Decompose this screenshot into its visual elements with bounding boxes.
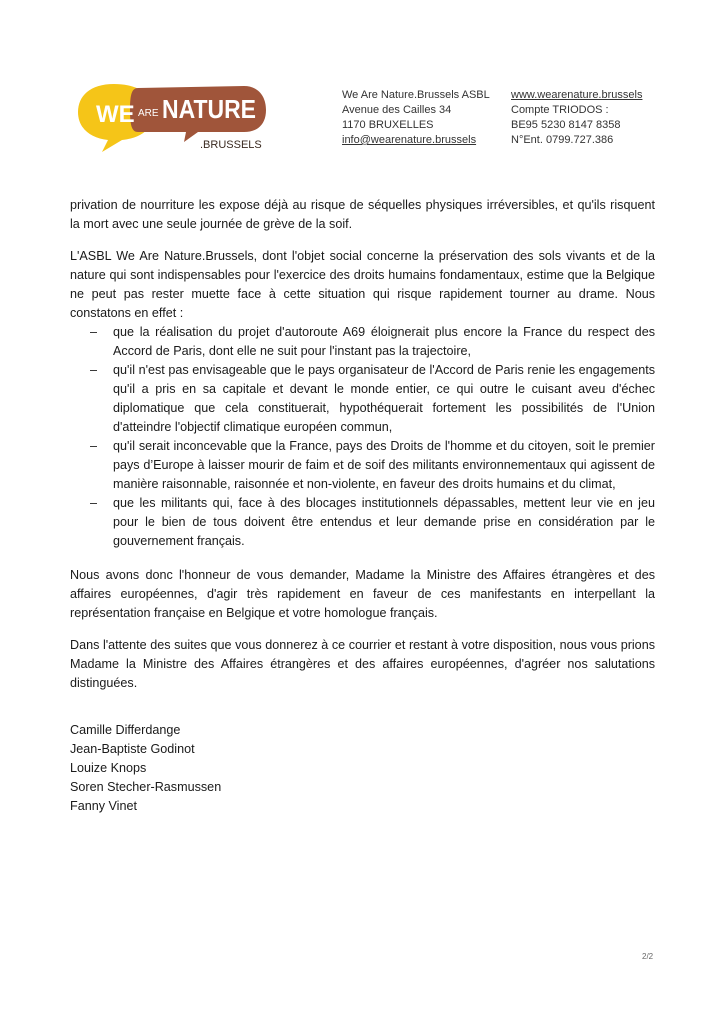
points-list xyxy=(70,323,655,551)
list-item: – qu'il n'est pas envisageable que le pays organisateur de l'Accord de Paris renie les engagements qu'il a pris en sa capitale et devant le monde entier, ce qui outre le cuisant aveu d'échec diplomatique que cela constituerait, hypothéquerait fortement les possibilités de l'Union d'atteindre l'objectif climatique européen commun, xyxy=(70,361,655,437)
signatory-name: Jean-Baptiste Godinot xyxy=(70,742,195,756)
logo-suffix-brussels: .BRUSSELS xyxy=(200,139,262,151)
iban: BE95 5230 8147 8358 xyxy=(511,119,621,131)
signatory-name: Soren Stecher-Rasmussen xyxy=(70,780,222,794)
paragraph-1: privation de nourriture les expose déjà au risque de séquelles physiques irréversibles, et qu'ils risquent la mort avec une seule journée de grève de la soif. xyxy=(70,198,655,231)
logo-word-nature: NATURE xyxy=(162,94,256,124)
address-block xyxy=(342,88,490,148)
list-item: – qu'il serait inconcevable que la France, pays des Droits de l'homme et du citoyen, soit le premier pays d’Europe à laisser mourir de faim et de soif des militants environnementaux qui agissent de manière raisonnable, raisonnée et non-violente, en faveur des droits humains et du climat, xyxy=(70,437,655,494)
city: 1170 BRUXELLES xyxy=(342,119,434,131)
email-link[interactable]: info@wearenature.brussels xyxy=(342,134,477,146)
list-item: – que les militants qui, face à des blocages institutionnels dépassables, mettent leur vie en jeu pour le bien de tous doivent être entendus et leur demande prise en considération par le gouvernement français. xyxy=(70,494,655,551)
signatories xyxy=(70,721,221,816)
list-item: – que la réalisation du projet d'autoroute A69 éloignerait plus encore la France du respect des Accord de Paris, dont elle ne suit pour l'instant pas la trajectoire, xyxy=(70,323,655,361)
contact-block xyxy=(511,88,642,148)
paragraph-3: Nous avons donc l'honneur de vous demander, Madame la Ministre des Affaires étrangères et des affaires européennes, d'agir très rapidement en faveur de ces manifestants en interpellant la représentation française en Belgique et votre homologue français. xyxy=(70,568,655,620)
signatory-name: Fanny Vinet xyxy=(70,799,137,813)
we-are-nature-logo xyxy=(76,78,268,154)
org-name: We Are Nature.Brussels ASBL xyxy=(342,89,490,101)
signatory-name: Camille Differdange xyxy=(70,723,181,737)
paragraph-2: L'ASBL We Are Nature.Brussels, dont l'objet social concerne la préservation des sols vivants et de la nature qui sont indispensables pour l'exercice des droits humains fondamentaux, estime que la Belgique ne peut pas rester muette face à cette situation qui risque rapidement tourner au drame. Nous constatons en effet : xyxy=(70,249,655,320)
enterprise-number: N°Ent. 0799.727.386 xyxy=(511,134,614,146)
signatory-name: Louize Knops xyxy=(70,761,147,775)
bank-label: Compte TRIODOS : xyxy=(511,104,609,116)
logo-word-are: ARE xyxy=(138,108,159,119)
logo-word-we: WE xyxy=(96,101,135,128)
page-number: 2/2 xyxy=(642,952,654,961)
website-link[interactable]: www.wearenature.brussels xyxy=(511,89,643,101)
paragraph-4: Dans l'attente des suites que vous donnerez à ce courrier et restant à votre disposition, nous vous prions Madame la Ministre des Affaires étrangères et des affaires européennes, d'agréer nos salutations distinguées. xyxy=(70,638,655,690)
paragraph-2-block xyxy=(70,247,655,551)
street-address: Avenue des Cailles 34 xyxy=(342,104,452,116)
